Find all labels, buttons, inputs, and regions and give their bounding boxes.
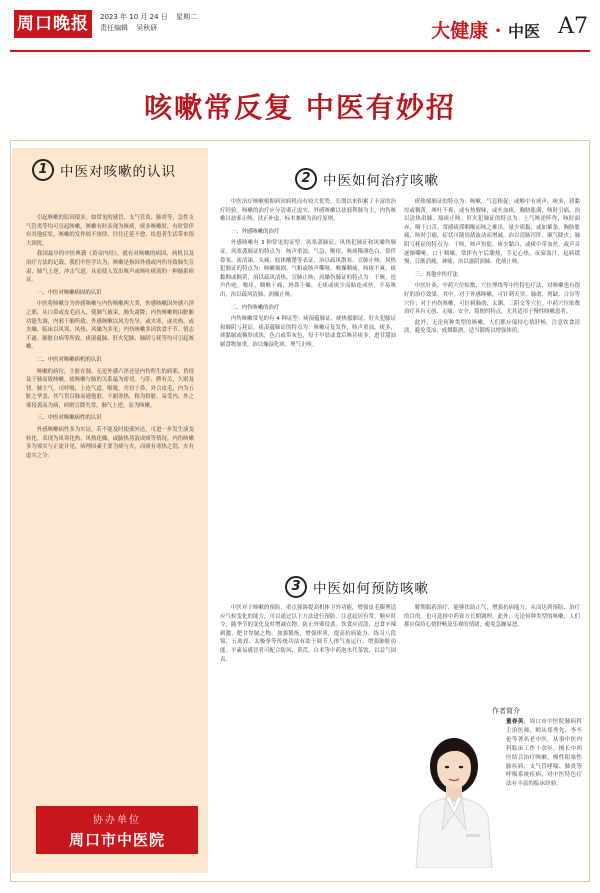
masthead-rule bbox=[10, 50, 590, 52]
newspaper-logo: 周口晚报 bbox=[14, 10, 92, 38]
editor-label: 责任编辑 bbox=[100, 24, 128, 32]
author-name: 董春英 bbox=[506, 719, 524, 725]
masthead bbox=[0, 0, 600, 62]
section-1-title: 中医对咳嗽的认识 bbox=[60, 164, 176, 180]
author-caption: 作者简介 bbox=[492, 707, 520, 715]
section-1-subheading: 一、中医对咳嗽病因的认识 bbox=[36, 289, 102, 296]
section-2-heading bbox=[295, 164, 439, 194]
section-3-paragraph: 中医对于咳嗽的预防，重点强调提高机体卫外功能，增强皮毛腠理适应气候变化的能力，可以通过以下方法进行预防。注意起居有常，顺应时令，随季节的变化及时增减衣物，防止外邪侵袭。饮食应清淡，忌食辛辣刺激、肥甘厚腻之物。加强锻炼，增强体质，提高抗病能力。练习八段锦、五禽戏、太极拳等传统功法有助于调节人体气血运行，增强肺脏功能。平素易感冒者可配合防风、黄芪、白术等中药泡水代茶饮，以益气固表。 bbox=[220, 605, 396, 663]
author-portrait-icon bbox=[406, 718, 502, 868]
editor-name: 吴秋研 bbox=[136, 24, 158, 32]
section-2-paragraph: 中医治疗咳嗽根据病因病机而有较大优势，长期以来积累了丰富的治疗经验。咳嗽的治疗应分清邪正虚实，外感咳嗽以祛邪利肺为主，内伤咳嗽以祛邪止咳、扶正补虚、标本兼顾为治疗原则。 bbox=[220, 199, 396, 223]
issue-meta bbox=[100, 12, 203, 34]
section-3-column-left bbox=[220, 604, 396, 874]
section-2-column-right bbox=[404, 198, 580, 560]
article-headline: 咳嗽常反复 中医有妙招 bbox=[144, 91, 456, 124]
author-bio bbox=[506, 718, 582, 789]
section-1-paragraph: 外感咳嗽病性多为实证，若不能及时使邪外达，可进一步发生演变转化，表现为风寒化热，风热化燥，或肺热蒸液成痰等情况。内伤咳嗽多为邪实与正虚并见，病理因素主要为痰与火，而痰有寒热之别，火有虚实之分。 bbox=[26, 427, 194, 459]
section-3-column-right bbox=[404, 604, 580, 702]
section-1-paragraph: 引起咳嗽的原因很多，如常见的感冒、支气管炎、肺炎等，急性支气管炎等均可引起咳嗽，咳嗽有时表现为咳痰，痰多咳嗽时，有时常伴有其他症状，咳嗽的发作较不规律，往往迁延不愈，给患者生活带来很大困扰。 bbox=[26, 215, 194, 247]
section-1-paragraph: 中医将咳嗽分为外感咳嗽与内伤咳嗽两大类，外感咳嗽因外感六淫之邪，从口鼻或皮毛而入，使肺气被束，肺失肃降；内伤咳嗽则由脏腑功能失调，内邪干肺所致。外感咳嗽以风为先导，或夹寒，或夹热，或夹燥，临床以风寒、风热、风燥为多见；内伤咳嗽多因饮食不节、情志不遂、肺脏自病等所致，痰湿蕴肺、肝火犯肺、肺阴亏耗等均可引起咳嗽。 bbox=[26, 301, 194, 351]
author-photo bbox=[406, 718, 502, 868]
section-1-heading bbox=[12, 148, 208, 178]
sponsor-label: 协办单位 bbox=[93, 815, 141, 826]
sponsor-org: 周口市中医院 bbox=[68, 831, 165, 849]
section-3-number: 3 bbox=[285, 576, 307, 598]
section-1-body bbox=[26, 214, 194, 462]
section-2-paragraph: 内伤咳嗽常见的有 4 种证型：痰湿蕴肺证、痰热郁肺证、肝火犯肺证和肺阴亏耗证。痰湿蕴肺证的特点为：咳嗽反复发作，咳声重浊，痰多，痰黏腻或稠厚成块，色白或带灰色，每于早晨或食后咳甚痰多，进甘甜油腻食物加重，治以燥湿化痰、理气止咳。 bbox=[220, 316, 396, 348]
section-sub: 中医 bbox=[507, 22, 540, 41]
section-name: 大健康 bbox=[431, 20, 489, 42]
sidebar-section-1 bbox=[12, 148, 208, 873]
author-bio-text: ，周口市中医院肺病科主治医师，师从郑秀先、李丕伦等著名老中医，从事中医内科临床工作十余年，擅长中西医结合治疗咳嗽、慢性阻塞性肺疾病、支气管哮喘、肺炎等呼吸系统疾病，对中医特色疗法有丰富的临床经验。 bbox=[506, 719, 582, 788]
issue-weekday: 星期二 bbox=[176, 13, 197, 21]
section-2-paragraph: 外感咳嗽有 3 种常见的证型：风寒袭肺证、风热犯肺证和风燥伤肺证。风寒袭肺证的特点为：咳声重浊，气急，喉痒，咳痰稀薄色白，常伴鼻塞、流清涕、头痛、肢体酸楚等表证，治以疏风散寒、宣肺止咳；风热犯肺证的特点为：咳嗽频剧，气粗或咳声嘶哑，喉燥咽痛，咳痰不爽，痰黏稠或稠黄，治以疏风清热、宣肺止咳；风燥伤肺证的特点为：干咳，连声作呛，喉痒，咽喉干痛，唇鼻干燥，无痰或痰少而粘连成丝，不易咳出，治以疏风清肺、润燥止咳。 bbox=[220, 240, 396, 298]
issue-date: 2023 年 10 月 24 日 bbox=[100, 13, 168, 21]
sponsor-box bbox=[36, 806, 198, 854]
section-1-paragraph: 咳嗽的病位，主脏在肺，无论外感六淫还是内伤所生的病邪，皆侵及于肺而致咳嗽，故咳嗽与肺的关系最为密切。与肝、脾有关，久则及肾。肺主气，司呼吸，上连气道、喉咙，开窍于鼻，外合皮毛，内为五脏之华盖，其气贯百脉而通他脏。不耐寒热，称为娇脏，易受内、外之邪侵袭而为病，病则宣降失常，肺气上逆，而为咳嗽。 bbox=[26, 368, 194, 409]
section-dot: · bbox=[494, 20, 502, 42]
page-number: A7 bbox=[558, 14, 588, 39]
section-1-subheading: 三、中医对咳嗽病性的认识 bbox=[36, 415, 102, 422]
section-3-heading bbox=[285, 572, 429, 602]
section-2-title: 中医如何治疗咳嗽 bbox=[323, 173, 439, 189]
section-2-number: 2 bbox=[295, 168, 317, 190]
section-2-subheading: 三、其他中医疗法 bbox=[414, 271, 458, 278]
section-1-number: 1 bbox=[32, 159, 54, 181]
section-2-paragraph: 此外，无论何种类型的咳嗽，人们都应保持心情舒畅，注意饮食清淡，避免受凉，戒烟限酒，适当锻炼以增强体质。 bbox=[404, 319, 580, 335]
section-2-subheading: 一、外感咳嗽的治疗 bbox=[230, 228, 280, 235]
section-1-subheading: 二、中医对咳嗽病机的认识 bbox=[36, 356, 102, 363]
section-title bbox=[431, 16, 540, 43]
section-2-column-left bbox=[220, 198, 396, 560]
section-2-subheading: 二、内伤咳嗽的治疗 bbox=[230, 304, 280, 311]
section-3-paragraph: 解期服药治疗，能够扶助正气，增强抗病能力，从而达到预防、治疗的目的。也可选择中药膏方长期调理。此外，无论何种类型的咳嗽，人们都应保持心情舒畅及乐观的情绪，避免急躁易怒。 bbox=[404, 605, 580, 629]
section-2-paragraph: 痰热郁肺证的特点为：咳嗽，气息粗促，或喉中有痰声，痰多，质黏厚或稠黄，咳吐不爽，或有热腥味，或吐血痰，胸胁胀满，咳时引痛，治以清热肃肺、豁痰止咳；肝火犯肺证的特点为：上气咳逆阵作，咳时面赤，咽干口苦，常感痰滞咽喉而咳之难出，量少质黏，或如絮条，胸胁胀痛，咳时引痛，症状可随情绪波动而增减，治以清肺泻肝、顺气降火；肺阴亏耗证的特点为：干咳，咳声短促，痰少黏白，或痰中带血丝，或声音逐渐嘶哑，口干咽燥，常伴有午后潮热，手足心热，夜寐盗汗，起病缓慢，日渐消瘦，神疲，治以滋阴润肺、化痰止咳。 bbox=[404, 199, 580, 266]
section-2-paragraph: 中医针灸、中药穴位贴敷、穴位埋线等中医特色疗法，对咳嗽也有很好的治疗效果。其中，对于外感咳嗽，可针刺天突、肺俞、列缺、合谷等穴位；对于内伤咳嗽，可针刺肺俞、太渊、三阴交等穴位。中药穴位贴敷治疗具有无创、无痛、安全、简便的特点，尤其适用于慢性咳嗽患者。 bbox=[404, 283, 580, 316]
section-3-title: 中医如何预防咳嗽 bbox=[313, 581, 429, 597]
section-1-paragraph: 我国最早的中医典籍《黄帝内经》，就有对咳嗽的病因、病机以及治疗方法的记载，我们中医学认为，咳嗽是指因外感或内伤导致肺失宣肃，肺气上逆，冲击气道，从而使人发出咳声或咳吐痰液的一种肺系病证。 bbox=[26, 251, 194, 284]
